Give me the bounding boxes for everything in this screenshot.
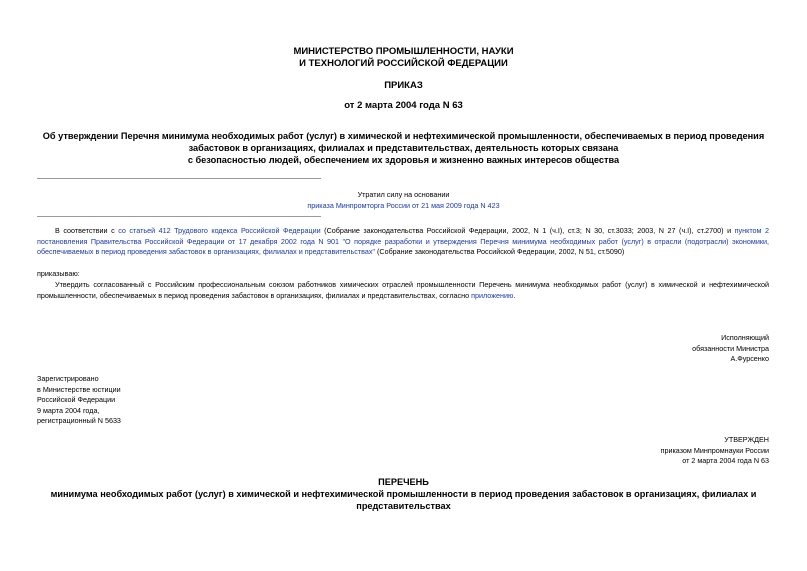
approved-line-1: УТВЕРЖДЕН — [724, 435, 769, 444]
status-line: Утратил силу на основании — [357, 190, 450, 199]
registration-line-5: регистрационный N 5633 — [37, 416, 121, 425]
list-subtitle-line-2: представительствах — [356, 501, 451, 511]
approved-line-2: приказом Минпромнауки России — [660, 445, 769, 455]
signature-line-2: обязанности Министра — [692, 343, 769, 353]
list-subtitle-line-1: минимума необходимых работ (услуг) в химической и нефтехимической промышленности в период проведения забастовок в организациях, филиалах и — [50, 489, 757, 499]
status-note — [200, 190, 607, 211]
list-subtitle — [20, 488, 787, 512]
signature-name: А.Фурсенко — [730, 354, 769, 363]
order-text: Утвердить согласованный с Российским профессиональным союзом работников химических отраслей промышленности Перечень минимума необходимых работ (услуг) в химической и нефтехимической промышленности, обеспечиваемых в период проведения забастовок в организациях, филиалах и представительствах, согласно — [37, 280, 769, 300]
ministry-line-1: МИНИСТЕРСТВО ПРОМЫШЛЕННОСТИ, НАУКИ — [293, 46, 514, 57]
doc-type: ПРИКАЗ — [384, 80, 423, 91]
government-decree-link[interactable]: пунктом 2 постановления Правительства Российской Федерации от 17 декабря 2002 года N 901 "О порядке разработки и утверждения Перечня минимума необходимых работ (услуг) в отрасли (подотрасли) экономики, обеспечиваемых в период проведения забастовок в организациях, филиалах и представительствах" — [37, 226, 770, 256]
registration-block — [37, 374, 257, 427]
registration-line-2: в Министерстве юстиции — [37, 384, 121, 394]
doc-title — [20, 130, 787, 166]
order-label: приказываю: — [37, 269, 80, 278]
order-paragraph — [37, 280, 769, 301]
doc-title-line-1: Об утверждении Перечня минимума необходимых работ (услуг) в химической и нефтехимической промышленности, обеспечиваемых в период проведения — [42, 131, 765, 141]
list-title: ПЕРЕЧЕНЬ — [378, 477, 429, 487]
preamble-text-2: (Собрание законодательства Российской Федерации, 2002, N 1 (ч.I), ст.3; N 30, ст.3033; 2003, N 27 (ч.I), ст.2700) и — [320, 226, 735, 235]
divider-top — [37, 178, 321, 179]
registration-line-3: Российской Федерации — [37, 395, 116, 404]
doc-title-line-3: с безопасностью людей, обеспечением их здоровья и жизненно важных интересов общества — [187, 155, 620, 165]
appendix-link[interactable]: приложению — [471, 290, 514, 300]
approved-block — [569, 435, 769, 467]
registration-line-1: Зарегистрировано — [37, 374, 99, 383]
order-end: . — [513, 290, 516, 300]
preamble-text-1: В соответствии с — [55, 226, 119, 235]
doc-title-line-2: забастовок в организациях, филиалах и представительствах, деятельность которых связана — [188, 143, 619, 153]
registration-line-4: 9 марта 2004 года, — [37, 405, 100, 415]
approved-line-3: от 2 марта 2004 года N 63 — [682, 456, 769, 465]
divider-bottom — [37, 216, 321, 217]
signature-line-1: Исполняющий — [721, 333, 769, 342]
ministry-heading — [0, 46, 807, 70]
doc-date-number: от 2 марта 2004 года N 63 — [344, 100, 463, 111]
ministry-line-2: И ТЕХНОЛОГИЙ РОССИЙСКОЙ ФЕДЕРАЦИИ — [299, 58, 508, 69]
preamble-text-3: (Собрание законодательства Российской Федерации, 2002, N 51, ст.5090) — [374, 247, 625, 256]
labor-code-link[interactable]: со статьей 412 Трудового кодекса Российской Федерации — [118, 226, 321, 235]
status-repeal-link[interactable]: приказа Минпромторга России от 21 мая 2009 года N 423 — [307, 200, 500, 210]
signature-block — [569, 333, 769, 365]
preamble-paragraph — [37, 226, 769, 258]
